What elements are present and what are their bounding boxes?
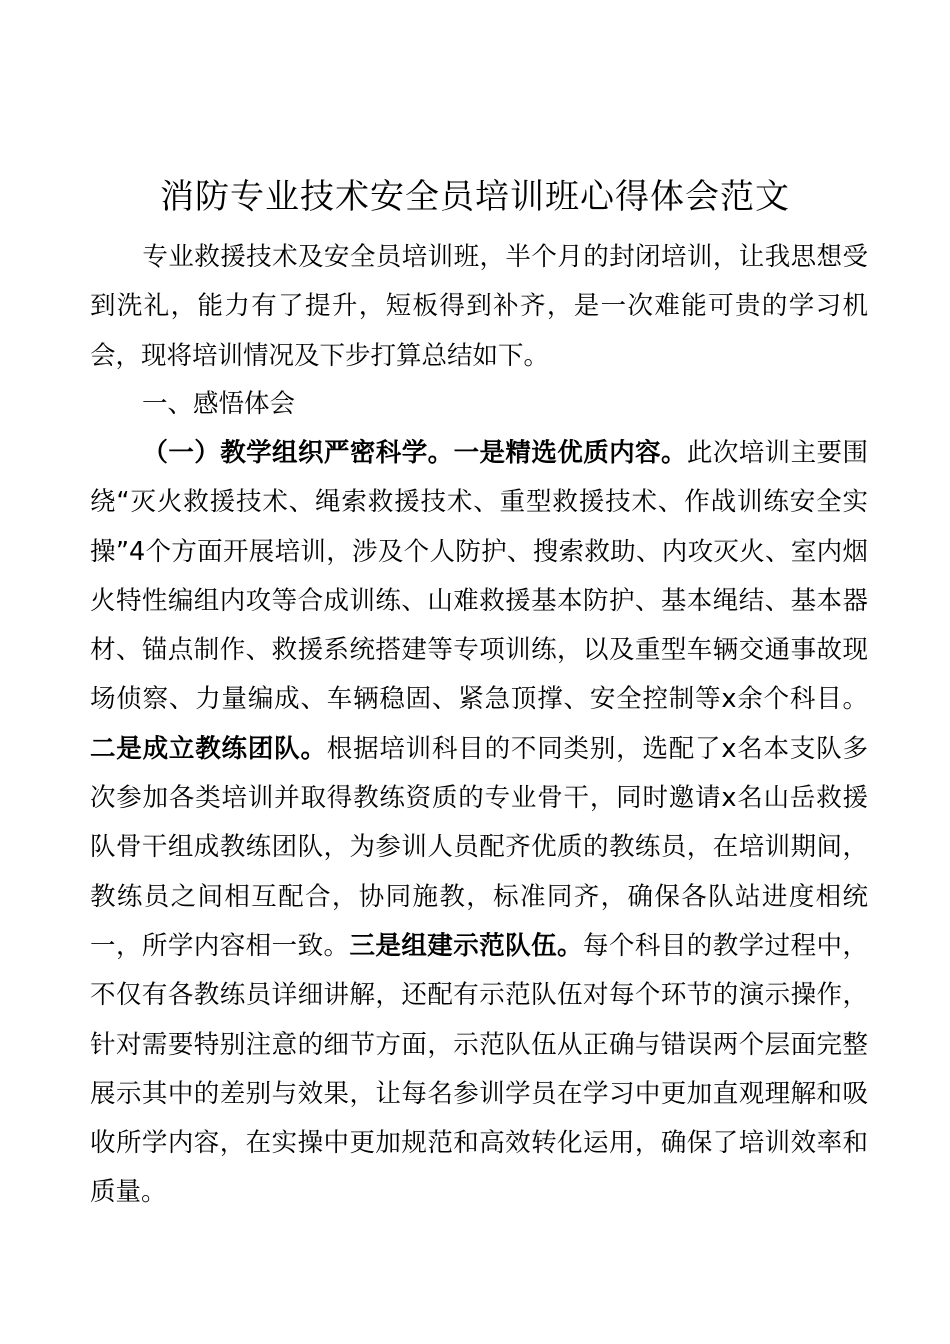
point-1-text: 此次培训主要围绕“灭火救援技术、绳索救援技术、重型救援技术、作战训练安全实操”4个方面开展培训，涉及个人防护、搜索救助、内攻灭火、室内烟火特性编组内攻等合成训练、山难救援基本防护、基本绳结、基本器材、锚点制作、救援系统搭建等专项训练，以及重型车辆交通事故现场侦察、力量编成、车辆稳固、紧急顶撑、安全控制等x余个科目。 — [90, 438, 868, 715]
intro-paragraph — [90, 233, 868, 381]
point-3-text: 每个科目的教学过程中，不仅有各教练员详细讲解，还配有示范队伍对每个环节的演示操作，针对需要特别注意的细节方面，示范队伍从正确与错误两个层面完整展示其中的差别与效果，让每名参训学员在学习中更加直观理解和吸收所学内容，在实操中更加规范和高效转化运用，确保了培训效率和质量。 — [90, 930, 868, 1208]
subsection-heading: （一）教学组织严密科学。 — [142, 438, 454, 468]
point-2-label: 二是成立教练团队。 — [90, 733, 327, 764]
document-title: 消防专业技术安全员培训班心得体会范文 — [160, 177, 790, 217]
point-1-label: 一是精选优质内容。 — [453, 438, 687, 468]
body-paragraph — [90, 429, 868, 1218]
section-heading-text: 一、感悟体会 — [142, 389, 296, 419]
intro-text: 专业救援技术及安全员培训班，半个月的封闭培训，让我思想受到洗礼，能力有了提升，短板得到补齐，是一次难能可贵的学习机会，现将培训情况及下步打算总结如下。 — [90, 242, 868, 371]
point-2-text: 根据培训科目的不同类别，选配了x名本支队多次参加各类培训并取得教练资质的专业骨干，同时邀请x名山岳救援队骨干组成教练团队，为参训人员配齐优质的教练员，在培训期间，教练员之间相互配合，协同施教，标准同齐，确保各队站进度相统一，所学内容相一致。 — [90, 733, 868, 961]
point-3-label: 三是组建示范队伍。 — [349, 930, 583, 961]
section-heading — [90, 380, 868, 429]
